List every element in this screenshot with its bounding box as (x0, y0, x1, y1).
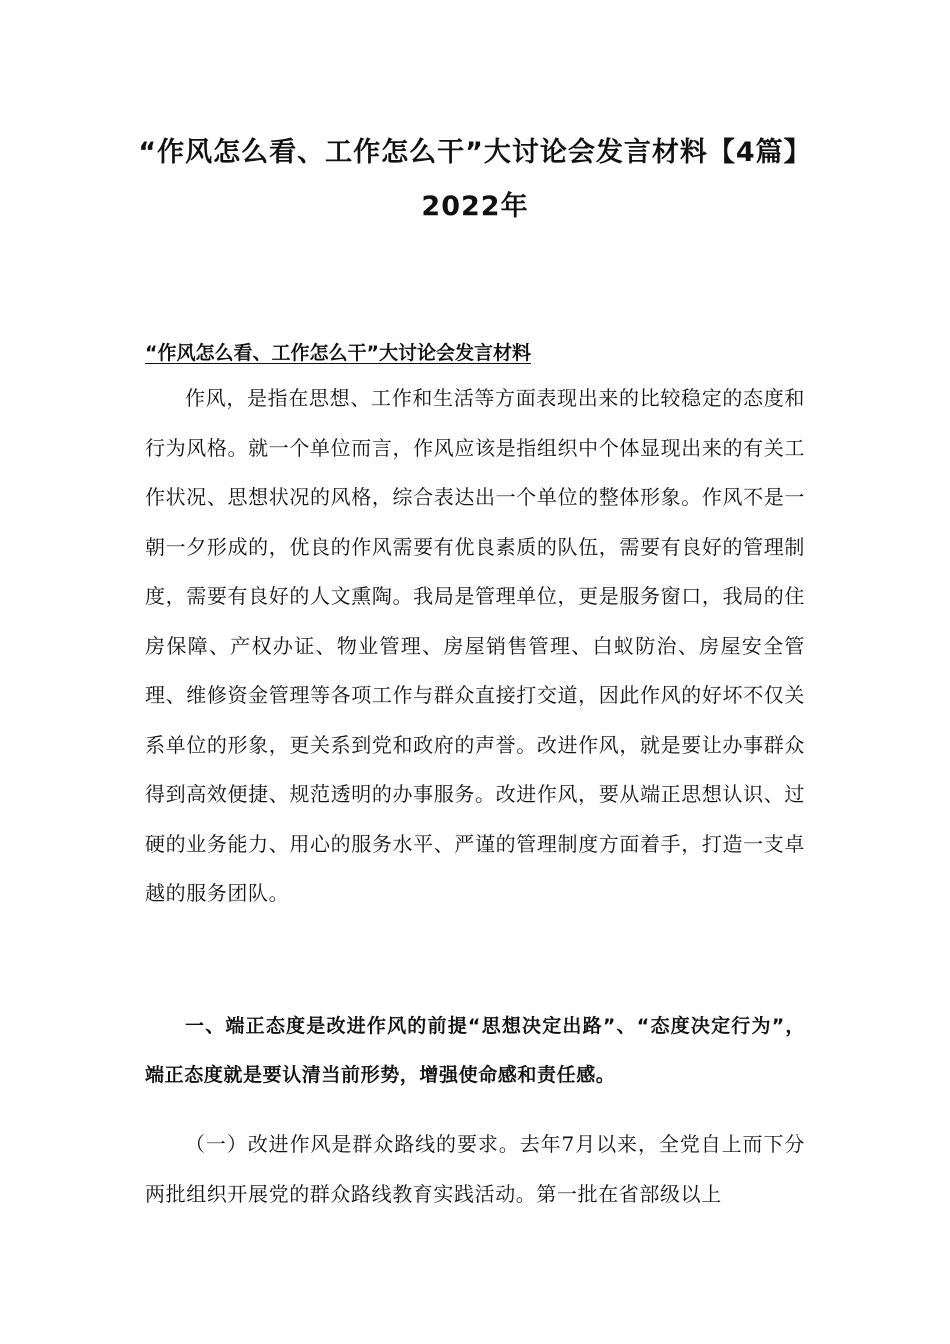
section-heading: “作风怎么看、工作怎么干”大讨论会发言材料 (145, 342, 531, 364)
subpoint-one-paragraph: （一）改进作风是群众路线的要求。去年7月以来，全党自上而下分两批组织开展党的群众路线教育实践活动。第一批在省部级以上 (145, 1132, 805, 1206)
intro-paragraph: 作风，是指在思想、工作和生活等方面表现出来的比较稳定的态度和行为风格。就一个单位而言，作风应该是指组织中个体显现出来的有关工作状况、思想状况的风格，综合表达出一个单位的整体形象。作风不是一朝一夕形成的，优良的作风需要有优良素质的队伍，需要有良好的管理制度，需要有良好的人文熏陶。我局是管理单位，更是服务窗口，我局的住房保障、产权办证、物业管理、房屋销售管理、白蚁防治、房屋安全管理、维修资金管理等各项工作与群众直接打交道，因此作风的好坏不仅关系单位的形象，更关系到党和政府的声誉。改进作风，就是要让办事群众得到高效便捷、规范透明的办事服务。改进作风，要从端正思想认识、过硬的业务能力、用心的服务水平、严谨的管理制度方面着手，打造一支卓越的服务团队。 (145, 386, 805, 905)
point-one-heading-paragraph: 一、端正态度是改进作风的前提“思想决定出路”、“态度决定行为”，端正态度就是要认清当前形势，增强使命感和责任感。 (145, 1015, 805, 1086)
document-title: “作风怎么看、工作怎么干”大讨论会发言材料【4篇】2022年 (138, 137, 812, 222)
